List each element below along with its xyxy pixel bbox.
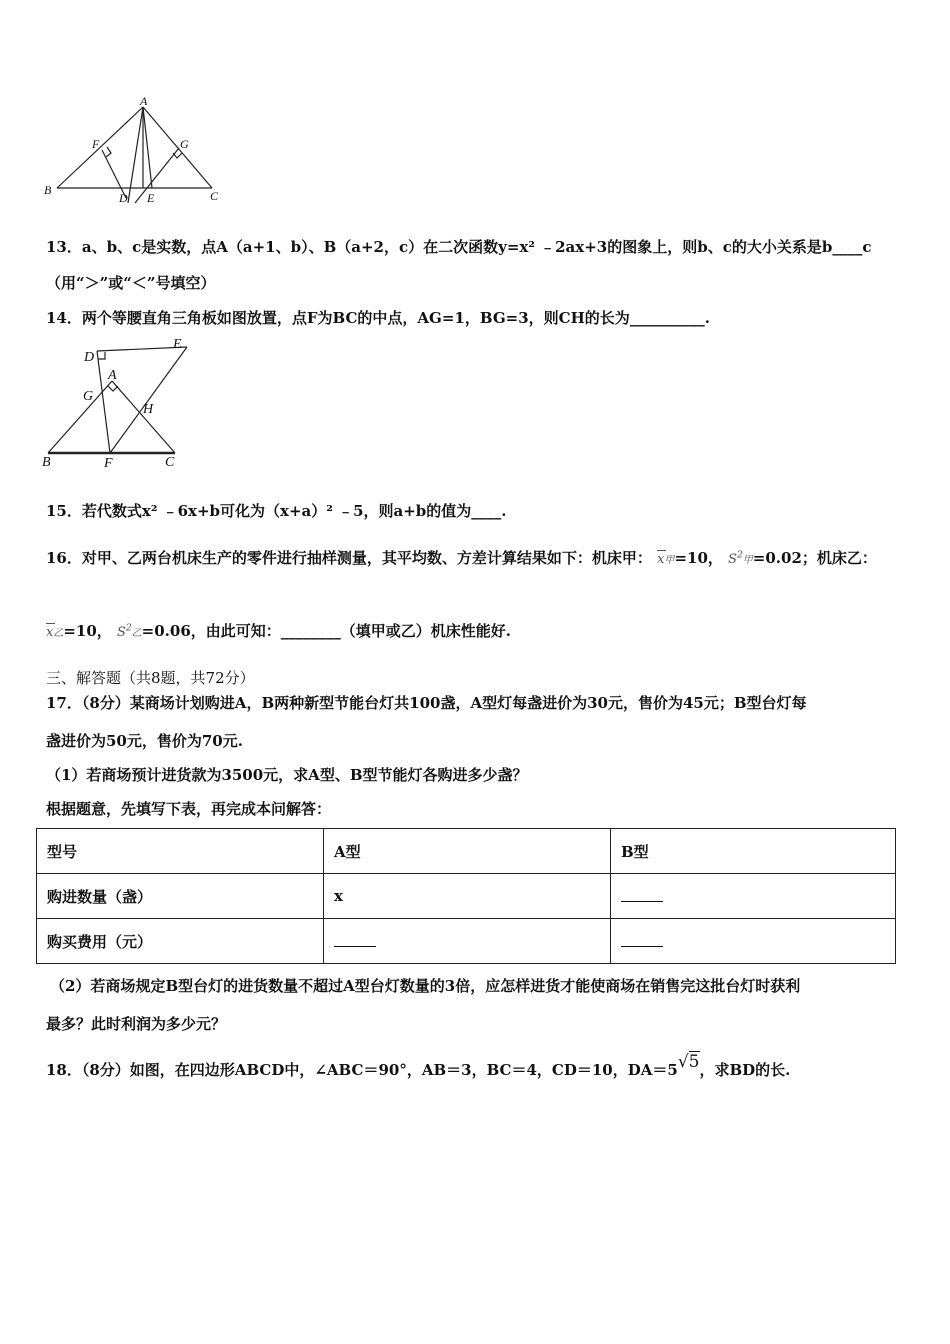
fig2-label-E: E (173, 337, 182, 352)
fig1-label-C: C (210, 189, 219, 203)
q17-part2-line1: （2）若商场规定B型台灯的进货数量不超过A型台灯数量的3倍，应怎样进货才能使商场在销售完这批台灯时获利 (50, 977, 801, 995)
q16-sub-jia-1: 甲 (664, 555, 675, 566)
q17-part2-line2: 最多？此时利润为多少元？ (46, 1015, 227, 1033)
fig1-label-F: F (92, 137, 100, 151)
section-3-title: 三、解答题（共8题，共72分） (46, 669, 255, 687)
fig1-label-D: D (119, 191, 128, 205)
table-cell-blank (324, 919, 611, 964)
fig2-label-F: F (104, 456, 113, 470)
q17-line1: 17．（8分）某商场计划购进A，B两种新型节能台灯共100盏，A型灯每盏进价为30元，售价为45元；B型台灯每 (46, 694, 807, 712)
q13-line1: 13．a、b、c是实数，点A（a+1、b）、B（a+2，c）在二次函数y=x² ﹣2ax+3的图象上，则b、c的大小关系是b____c (46, 238, 872, 256)
q18-text (46, 1052, 791, 1080)
fig2-label-B: B (42, 455, 51, 470)
q16-jia-mean: =10， (674, 549, 723, 567)
table-header-type: 型号 (37, 829, 324, 874)
q16-line1: 16．对甲、乙两台机床生产的零件进行抽样测量，其平均数、方差计算结果如下：机床甲： x甲 =10， $S^2$甲=0.02；机床乙： (46, 549, 877, 567)
table-cell: x (324, 874, 611, 919)
table-cell: 购买费用（元） (37, 919, 324, 964)
fig1-label-B: B (44, 183, 52, 197)
q17-table (36, 828, 896, 964)
table-cell: 购进数量（盏） (37, 874, 324, 919)
q18-sqrt-value: 5 (688, 1052, 700, 1072)
q18-tail: ，求BD的长. (699, 1061, 791, 1079)
fig2-label-G: G (83, 389, 94, 404)
q16-sub-yi-1: 乙 (53, 628, 64, 639)
fig2-label-H: H (143, 402, 154, 417)
q16-yi-mean: =10， (63, 622, 112, 640)
table-row (37, 874, 896, 919)
q14-text: 14．两个等腰直角三角板如图放置，点F为BC的中点，AG=1，BG=3，则CH的长为__________. (46, 309, 710, 327)
figure-triangle-1 (40, 95, 230, 210)
table-cell-blank (611, 919, 896, 964)
q18-main: 18．（8分）如图，在四边形ABCD中，∠ABC＝90°，AB＝3，BC＝4，CD＝10，DA＝5 (46, 1061, 678, 1079)
table-header-b: B型 (611, 829, 896, 874)
fig1-label-G: G (180, 137, 189, 151)
fig1-label-E: E (147, 191, 155, 205)
table-row (37, 919, 896, 964)
q16-sub-yi-2: 乙 (131, 628, 142, 639)
q16-intro: 16．对甲、乙两台机床生产的零件进行抽样测量，其平均数、方差计算结果如下：机床甲： (46, 549, 652, 567)
q16-sub-jia-2: 甲 (742, 555, 753, 566)
table-header-a: A型 (324, 829, 611, 874)
q15-text: 15．若代数式x² ﹣6x+b可化为（x+a）² ﹣5，则a+b的值为____. (46, 502, 507, 520)
q16-yi-var: =0.06，由此可知：________（填甲或乙）机床性能好. (141, 622, 511, 640)
q16-line2: x乙 =10， $S^2$乙=0.06，由此可知：________（填甲或乙）机床性能好. (46, 622, 511, 640)
figure-triangle-2 (40, 335, 200, 470)
q17-line2: 盏进价为50元，售价为70元. (46, 732, 243, 750)
q16-jia-var: =0.02；机床乙： (752, 549, 877, 567)
table-row (37, 829, 896, 874)
fig2-label-A: A (108, 368, 117, 383)
fig1-label-A: A (140, 95, 148, 108)
table-cell-blank (611, 874, 896, 919)
sqrt-sign: √5 (677, 1052, 700, 1072)
fig2-label-C: C (165, 455, 175, 470)
q17-hint: 根据题意，先填写下表，再完成本问解答： (46, 800, 332, 818)
q17-part1: （1）若商场预计进货款为3500元，求A型、B型节能灯各购进多少盏？ (46, 766, 528, 784)
fig2-label-D: D (84, 350, 95, 365)
q13-line2: （用“＞”或“＜”号填空） (46, 274, 216, 292)
